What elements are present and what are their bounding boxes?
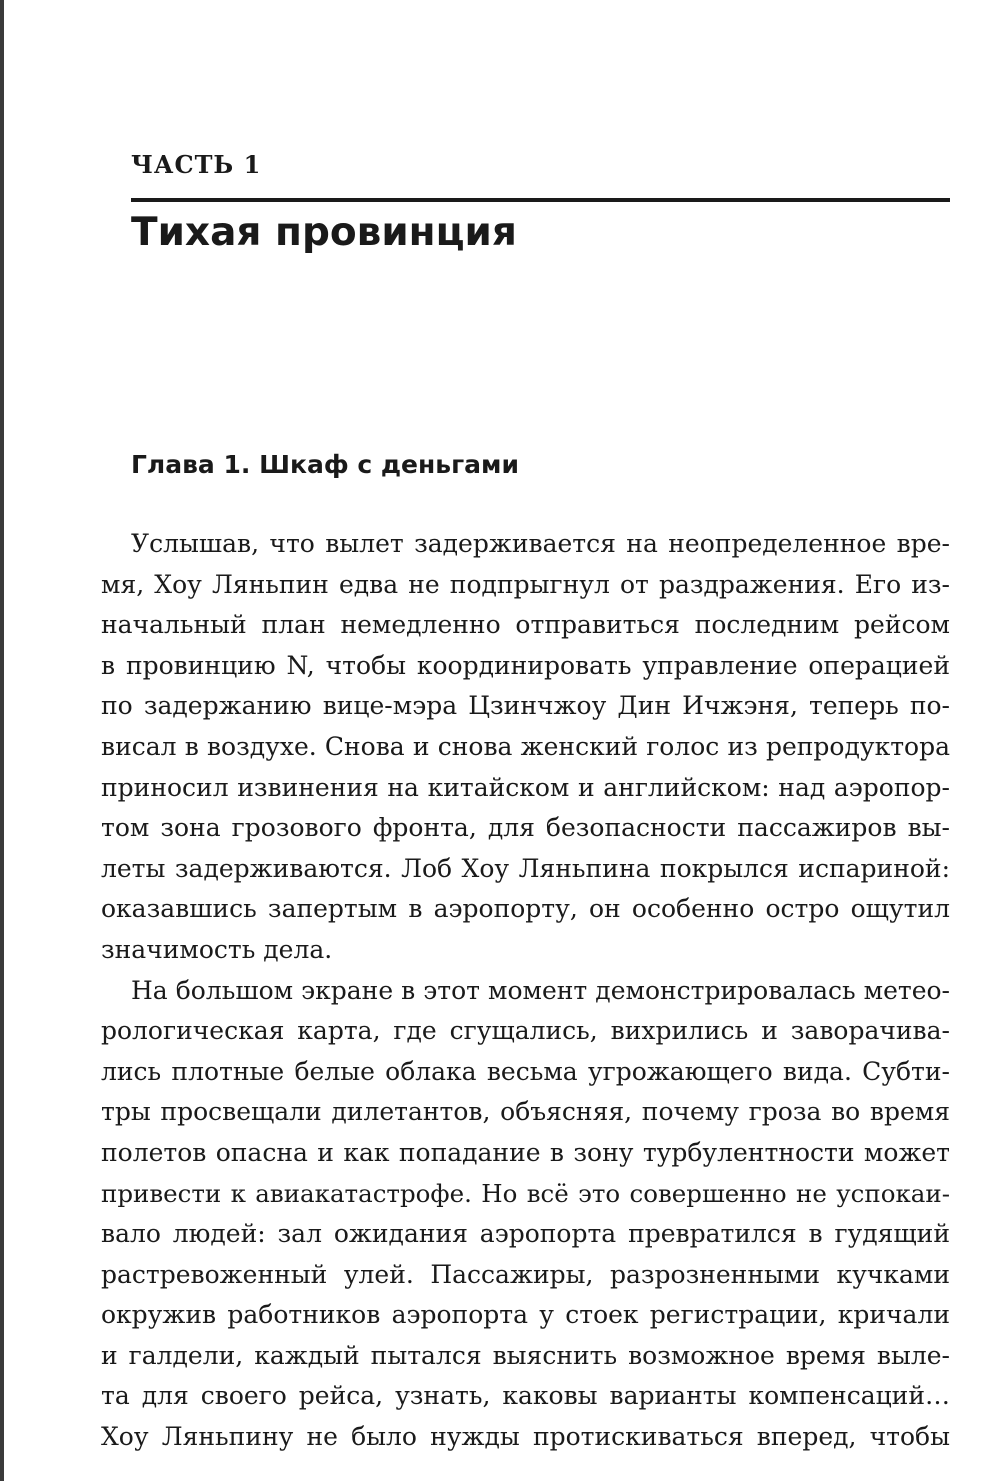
text-line: привести к авиакатастрофе. Но всё это совершенно не успокаи- xyxy=(101,1178,950,1208)
text-line: том зона грозового фронта, для безопасности пассажиров вы- xyxy=(101,813,950,843)
page-edge xyxy=(0,0,4,1481)
text-line: лись плотные белые облака весьма угрожающего вида. Субти- xyxy=(101,1056,950,1086)
part-label: ЧАСТЬ 1 xyxy=(131,150,262,179)
text-line: тры просвещали дилетантов, объясняя, почему гроза во время xyxy=(101,1097,950,1127)
paragraph-1 xyxy=(101,524,950,971)
text-line: по задержанию вице-мэра Цзинчжоу Дин Ичжэня, теперь по- xyxy=(101,691,950,721)
text-line: Услышав, что вылет задерживается на неопределенное вре- xyxy=(131,529,950,558)
text-line: в провинцию N, чтобы координировать управление операцией xyxy=(101,650,950,680)
text-line: окружив работников аэропорта у стоек регистрации, кричали xyxy=(101,1300,950,1330)
text-line: растревоженный улей. Пассажиры, разрозненными кучками xyxy=(101,1259,950,1289)
text-line: та для своего рейса, узнать, каковы варианты компенсаций… xyxy=(101,1381,950,1411)
text-line: значимость дела. xyxy=(101,934,333,964)
text-line: полетов опасна и как попадание в зону турбулентности может xyxy=(101,1137,950,1167)
part-divider xyxy=(131,198,950,202)
text-line: леты задерживаются. Лоб Хоу Ляньпина покрылся испариной: xyxy=(101,853,950,883)
text-line: вало людей: зал ожидания аэропорта превратился в гудящий xyxy=(101,1219,950,1249)
body-text xyxy=(101,524,950,1458)
part-title: Тихая провинция xyxy=(131,210,517,255)
text-line: висал в воздухе. Снова и снова женский голос из репродуктора xyxy=(101,731,950,761)
text-line: мя, Хоу Ляньпин едва не подпрыгнул от раздражения. Его из- xyxy=(101,569,950,599)
text-line: и галдели, каждый пытался выяснить возможное время выле- xyxy=(101,1340,950,1370)
paragraph-2 xyxy=(101,971,950,1458)
text-line: приносил извинения на китайском и английском: над аэропор- xyxy=(101,772,950,802)
chapter-title: Глава 1. Шкаф с деньгами xyxy=(131,450,519,479)
text-line: Хоу Ляньпину не было нужды протискиваться вперед, чтобы xyxy=(101,1422,950,1452)
text-line: начальный план немедленно отправиться последним рейсом xyxy=(101,610,950,640)
text-line: рологическая карта, где сгущались, вихрились и заворачива- xyxy=(101,1016,950,1046)
text-line: На большом экране в этот момент демонстрировалась метео- xyxy=(131,975,950,1005)
text-line: оказавшись запертым в аэропорту, он особенно остро ощутил xyxy=(101,894,950,924)
